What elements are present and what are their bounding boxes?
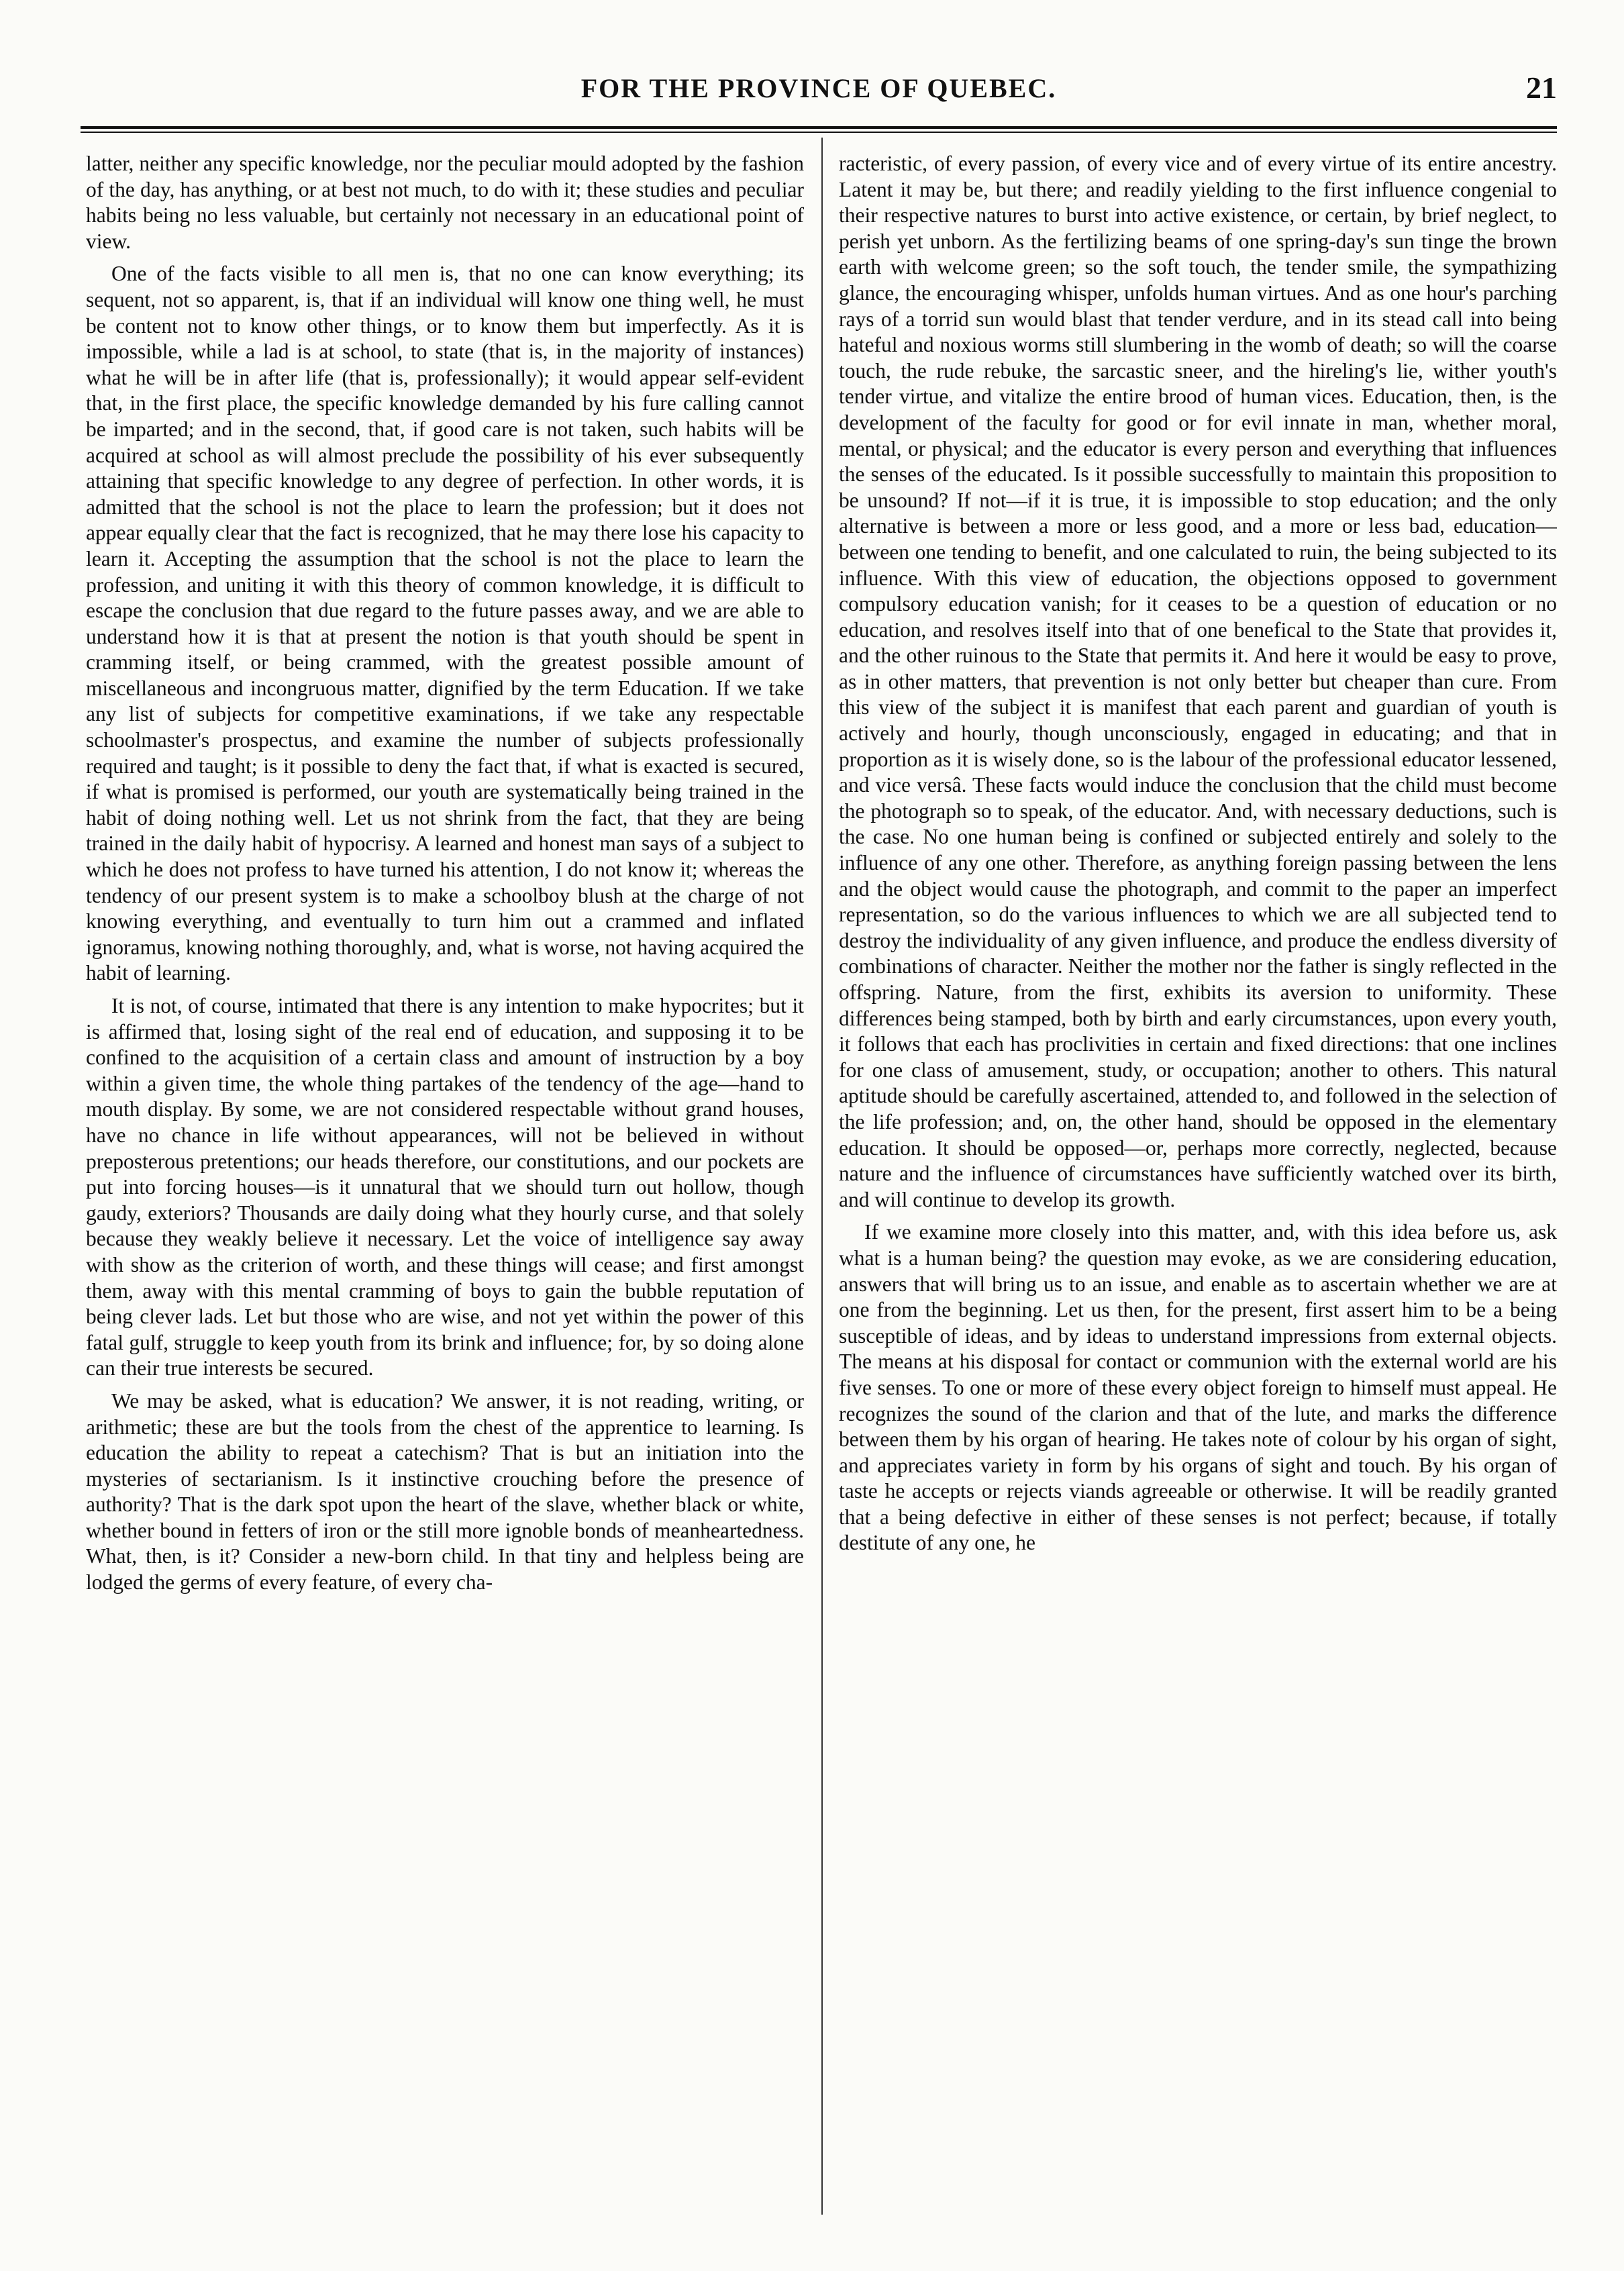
paragraph: It is not, of course, intimated that there is any intention to make hypocrites; but it is affirmed that, losing sight of the real end of education, and supposing it to be confined to the acquisition of a certain class and amount of instruction by a boy within a given time, the whole thing partakes of the tendency of the age—hand to mouth display. By some, we are not considered respectable without grand houses, have no chance in life without appearances, will not be believed in without preposterous pretentions; our heads therefore, our constitutions, and our pockets are put into forcing houses—is it unnatural that we should turn out hollow, though gaudy, exteriors? Thousands are daily doing what they hourly curse, and that solely because they weakly believe it necessary. Let the voice of intelligence say away with show as the criterion of worth, and these things will cease; and first amongst them, away with this mental cramming of boys to gain the bubble reputation of being clever lads. Let but those who are wise, and not yet within the power of this fatal gulf, struggle to keep youth from its brink and influence; for, by so doing alone can their true interests be secured.: [86, 994, 804, 1380]
left-column: [86, 151, 804, 2218]
paragraph: We may be asked, what is education? We answer, it is not reading, writing, or arithmetic; these are but the tools from the chest of the apprentice to learning. Is education the ability to repeat a catechism? That is but an initiation into the mysteries of sectarianism. Is it instinctive crouching before the presence of authority? That is the dark spot upon the heart of the slave, whether black or white, whether bound in fetters of iron or the still more ignoble bonds of meanheartedness. What, then, is it? Consider a new-born child. In that tiny and helpless being are lodged the germs of every feature, of every cha-: [86, 1389, 804, 1595]
header-rule: [81, 126, 1557, 133]
page-number: 21: [1526, 70, 1557, 105]
right-column: [839, 151, 1557, 2218]
paragraph: latter, neither any specific knowledge, nor the peculiar mould adopted by the fashion of the day, has anything, or at best not much, to do with it; these studies and peculiar habits being no less valuable, but certainly not necessary in an educational point of view.: [86, 152, 804, 253]
paragraph: One of the facts visible to all men is, that no one can know everything; its sequent, not so apparent, is, that if an individual will know one thing well, he must be content not to know other things, or to know them but imperfectly. As it is impossible, while a lad is at school, to state (that is, in the majority of instances) what he will be in after life (that is, professionally); it would appear self-evident that, in the first place, the specific knowledge demanded by his fure calling cannot be imparted; and in the second, that, if good care is not taken, such habits will be acquired at school as will almost preclude the possibility of his ever subsequently attaining that specific knowledge to any degree of perfection. In other words, it is admitted that the school is not the place to learn the profession; but it does not appear equally clear that the fact is recognized, that he may there lose his capacity to learn it. Accepting the assumption that the school is not the place to learn the profession, and uniting it with this theory of common knowledge, it is difficult to escape the conclusion that due regard to the future passes away, and we are able to understand how it is that at present the notion is that youth should be spent in cramming itself, or being crammed, with the greatest possible amount of miscellaneous and incongruous matter, dignified by the term Education. If we take any list of subjects for competitive examinations, if we take any respectable schoolmaster's prospectus, and examine the number of subjects professionally required and taught; is it possible to deny the fact that, if what is exacted is secured, if what is promised is performed, our youth are systematically being trained in the habit of doing nothing well. Let us not shrink from the fact, that they are being trained in the daily habit of hypocrisy. A learned and honest man says of a subject to which he does not profess to have turned his attention, I do not know it; whereas the tendency of our present system is to make a schoolboy blush at the charge of not knowing everything, and eventually to turn him out a crammed and inflated ignoramus, knowing nothing thoroughly, and, what is worse, not having acquired the habit of learning.: [86, 262, 804, 985]
column-divider: [821, 138, 823, 2215]
page-header: [81, 67, 1557, 121]
paragraph: If we examine more closely into this matter, and, with this idea before us, ask what is a human being? the question may evoke, as we are considering education, answers that will bring us to an issue, and enable as to ascertain whether we are at one from the beginning. Let us then, for the present, first assert him to be a being susceptible of ideas, and by ideas to understand impressions from external objects. The means at his disposal for contact or communion with the external world are his five senses. To one or more of these every object foreign to himself must appeal. He recognizes the sound of the clarion and that of the lute, and marks the difference between them by his organ of hearing. He takes note of colour by his organ of sight, and appreciates variety in form by his organs of sight and touch. By his organ of taste he accepts or rejects viands agreeable or otherwise. It will be readily granted that a being defective in either of these senses is not perfect; because, if totally destitute of any one, he: [839, 1220, 1557, 1555]
running-title: FOR THE PROVINCE OF QUEBEC.: [580, 73, 1057, 103]
paragraph: racteristic, of every passion, of every vice and of every virtue of its entire ancestry. Latent it may be, but there; and readily yielding to the first influence congenial to their respective natures to burst into active existence, or certain, by brief neglect, to perish yet unborn. As the fertilizing beams of one spring-day's sun tinge the brown earth with welcome green; so the soft touch, the tender smile, the sympathizing glance, the encouraging whisper, unfolds human virtues. And as one hour's parching rays of a torrid sun would blast that tender verdure, and in its stead call into being hateful and noxious worms still slumbering in the womb of death; so will the coarse touch, the rude rebuke, the sarcastic sneer, and the hireling's lie, wither youth's tender virtue, and vitalize the entire brood of human vices. Education, then, is the development of the faculty for good or for evil innate in man, whether moral, mental, or physical; and the educator is every person and everything that influences the senses of the educated. Is it possible successfully to maintain this proposition to be unsound? If not—if it is true, it is impossible to stop education; and the only alternative is between a more or less good, and a more or less bad, education—between one tending to benefit, and one calculated to ruin, the being subjected to its influence. With this view of education, the objections opposed to government compulsory education vanish; for it ceases to be a question of education or no education, and resolves itself into that of one benefical to the State that provides it, and the other ruinous to the State that permits it. And here it would be easy to prove, as in other matters, that prevention is not only better but cheaper than cure. From this view of the subject it is manifest that each parent and guardian of youth is actively and hourly, though unconsciously, engaged in educating; and that in proportion as it is wisely done, so is the labour of the professional educator lessened, and vice versâ. These facts would induce the conclusion that the child must become the photograph so to speak, of the educator. And, with necessary deductions, such is the case. No one human being is confined or subjected entirely and solely to the influence of any one other. Therefore, as anything foreign passing between the lens and the object would cause the photograph, and commit to the paper an imperfect representation, so do the various influences to which we are all subjected tend to destroy the individuality of any given influence, and produce the endless diversity of combinations of character. Neither the mother nor the father is singly reflected in the offspring. Nature, from the first, exhibits its aversion to uniformity. These differences being stamped, both by birth and early circumstances, upon every youth, it follows that each has proclivities in certain and fixed directions: that one inclines for one class of amusement, study, or occupation; another to others. This natural aptitude should be carefully ascertained, attended to, and followed in the selection of the life profession; and, on, the other hand, should be opposed in the elementary education. It should be opposed—or, perhaps more correctly, neglected, because nature and the influence of circumstances have sufficiently watched over its birth, and will continue to develop its growth.: [839, 152, 1557, 1211]
